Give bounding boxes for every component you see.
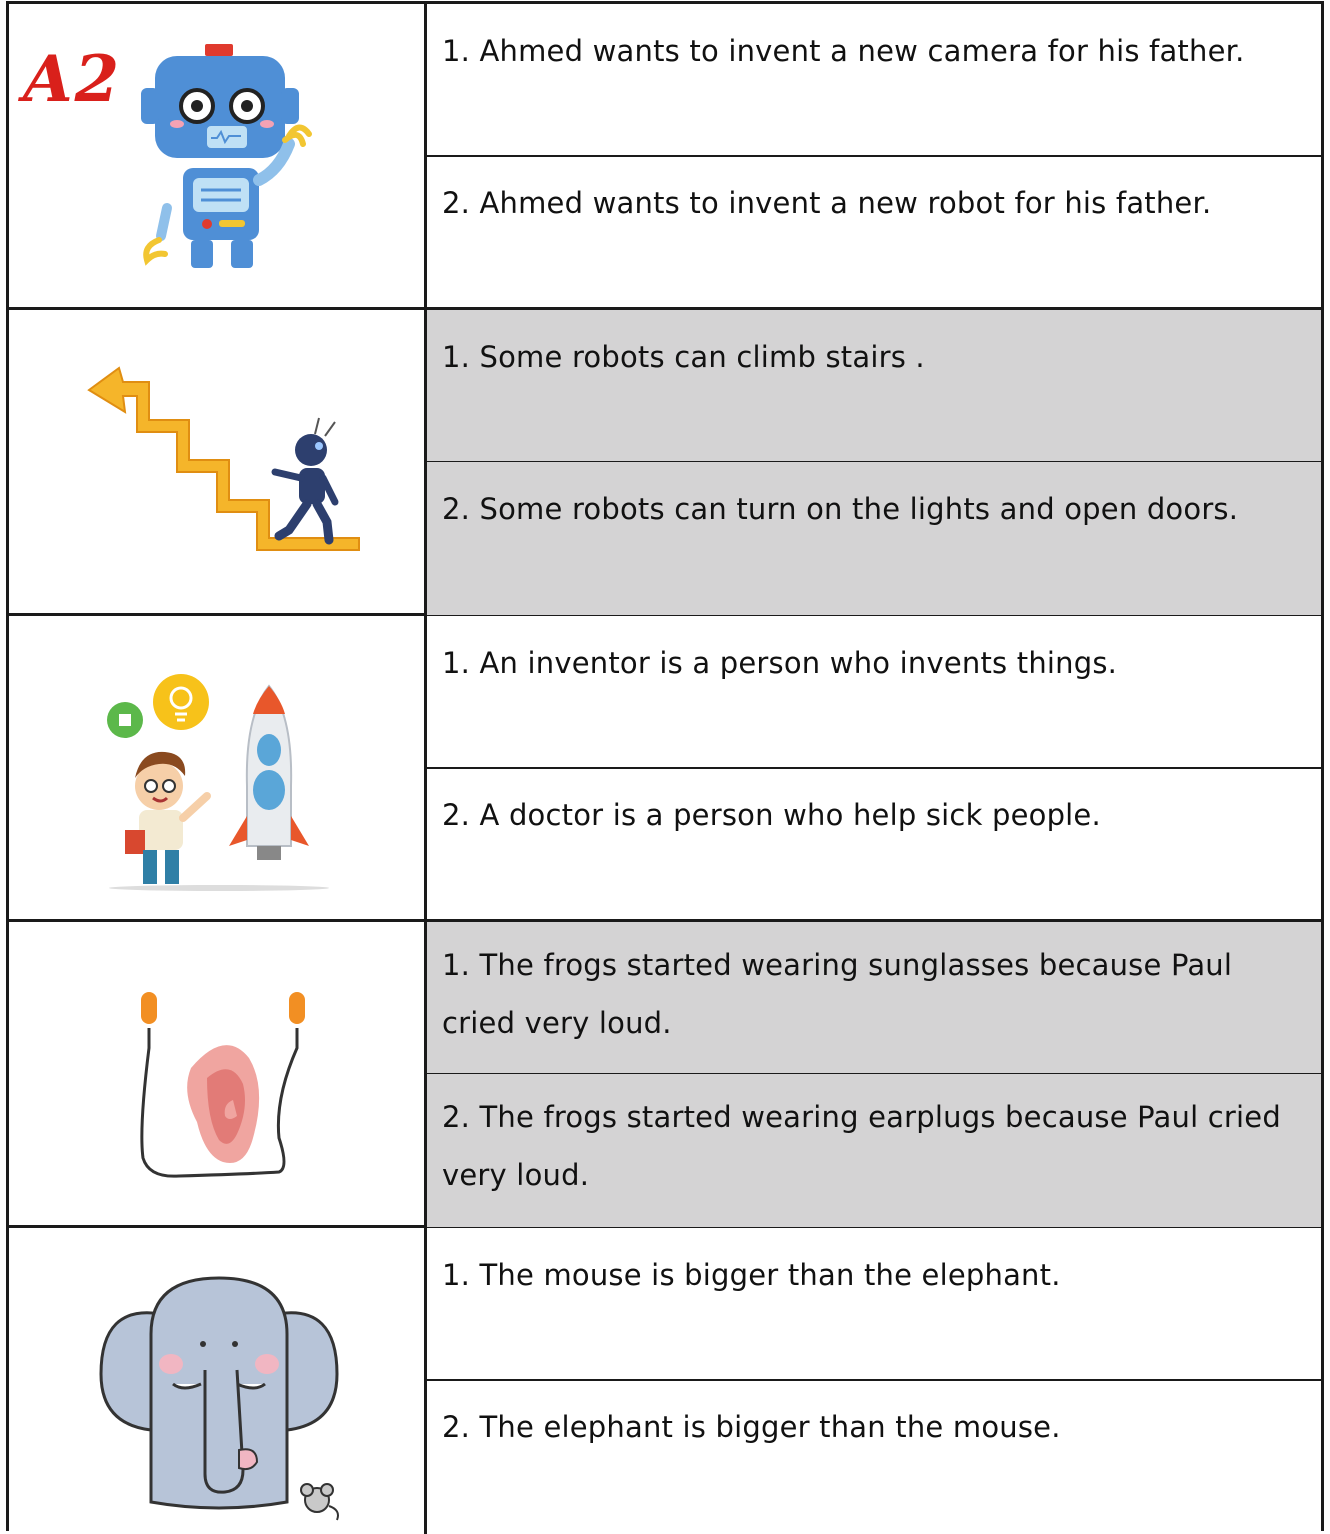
boy-inventor-rocket-icon (89, 666, 369, 896)
question-row-3 (9, 616, 1321, 922)
picture-cell-2 (9, 310, 427, 613)
elephant-mouse-icon (91, 1274, 381, 1524)
option-5-1[interactable]: 1. The mouse is bigger than the elephant. (427, 1228, 1321, 1381)
picture-cell-3 (9, 616, 427, 919)
option-4-1[interactable]: 1. The frogs started wearing sunglasses because Paul cried very loud. (427, 922, 1321, 1075)
robot-icon (127, 40, 327, 280)
option-1-1[interactable]: 1. Ahmed wants to invent a new camera for his father. (427, 4, 1321, 157)
robot-climbing-stairs-icon (79, 360, 379, 580)
question-row-5 (9, 1228, 1321, 1534)
question-row-2 (9, 310, 1321, 616)
option-2-2[interactable]: 2. Some robots can turn on the lights and open doors. (427, 462, 1321, 615)
worksheet-table (6, 1, 1324, 1531)
option-5-2[interactable]: 2. The elephant is bigger than the mouse. (442, 1410, 1061, 1444)
question-row-4 (9, 922, 1321, 1228)
level-badge: A2 (23, 42, 122, 117)
option-3-1[interactable]: 1. An inventor is a person who invents things. (427, 616, 1321, 769)
option-4-2[interactable]: 2. The frogs started wearing earplugs because Paul cried very loud. (427, 1074, 1321, 1227)
picture-cell-5 (9, 1228, 427, 1534)
picture-cell-1 (9, 4, 427, 307)
picture-cell-4 (9, 922, 427, 1225)
option-3-2[interactable]: 2. A doctor is a person who help sick people. (442, 798, 1101, 832)
option-2-1[interactable]: 1. Some robots can climb stairs . (427, 310, 1321, 463)
option-1-2[interactable]: 2. Ahmed wants to invent a new robot for his father. (442, 186, 1212, 220)
question-row-1 (9, 4, 1321, 310)
ear-earplugs-icon (129, 988, 329, 1208)
